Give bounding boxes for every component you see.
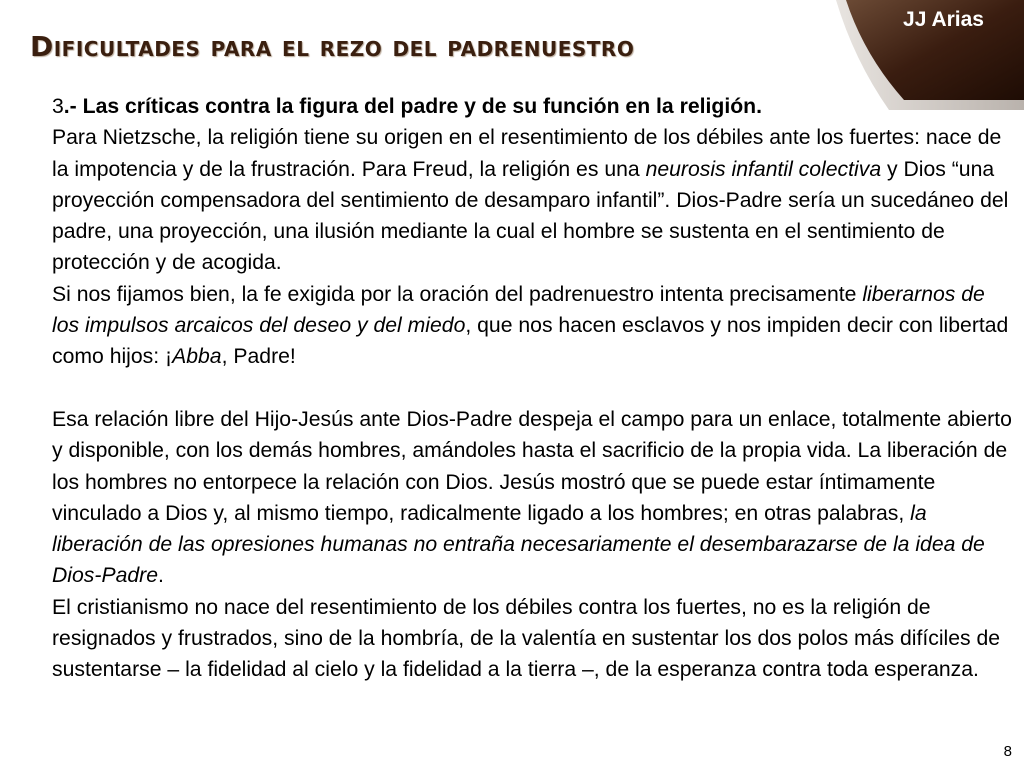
text-run: , que nos hacen esclavos y nos impiden decir con libertad como hijos: ¡	[52, 314, 1009, 369]
spacer	[52, 373, 1017, 404]
section-heading	[52, 91, 1017, 122]
author-label: JJ Arias	[903, 8, 984, 31]
text-run: , Padre!	[221, 345, 296, 369]
text-run: .	[157, 564, 164, 588]
text-run: y Dios “una proyección compensadora del sentimiento de desamparo infantil”. Dios-Padre sería un sucedáneo del padre, una proyección, una ilusión mediante la cual el hombre se sustenta en el sentimiento de protección y de acogida.	[52, 157, 1009, 275]
paragraph-cristianismo: El cristianismo no nace del resentimiento de los débiles contra los fuertes, no es la religión de resignados y frustrados, sino de la hombría, de la valentía en sustentar los dos polos más difíciles de sustentarse – la fidelidad al cielo y la fidelidad a la tierra –, de la esperanza contra toda esperanza.	[52, 595, 1001, 682]
section-heading-text: .- Las críticas contra la figura del padre y de su función en la religión.	[63, 95, 762, 118]
italic-run: Abba	[172, 345, 222, 369]
text-run: Esa relación libre del Hijo-Jesús ante Dios-Padre despeja el campo para un enlace, totalmente abierto y disponible, con los demás hombres, amándoles hasta el sacrificio de la propia vida. La liberación de los hombres no entorpece la relación con Dios. Jesús mostró que se puede estar íntimamente vinculado a Dios y, al mismo tiempo, radicalmente ligado a los hombres; en otras palabras,	[52, 407, 1012, 525]
paragraph-hijo-jesus	[52, 404, 1017, 592]
page-number: 8	[1003, 743, 1012, 760]
section-number: 3	[52, 95, 64, 118]
paragraph-nietzsche-freud	[52, 122, 1017, 278]
slide-body	[52, 91, 1017, 686]
text-run: Para Nietzsche, la religión tiene su origen en el resentimiento de los débiles ante los fuertes: nace de la impotencia y de la frustración. Para Freud, la religión es una	[52, 126, 1002, 181]
italic-run: la liberación de las opresiones humanas no entraña necesariamente el desembarazarse de la idea de Dios-Padre	[52, 501, 985, 588]
paragraph-padrenuestro	[52, 279, 1017, 373]
italic-run: neurosis infantil colectiva	[645, 157, 882, 181]
text-run: Si nos fijamos bien, la fe exigida por la oración del padrenuestro intenta precisamente	[52, 282, 863, 306]
slide-title: Dificultades para el rezo del padrenuestro	[30, 30, 635, 63]
italic-run: liberarnos de los impulsos arcaicos del deseo y del miedo	[52, 282, 985, 338]
